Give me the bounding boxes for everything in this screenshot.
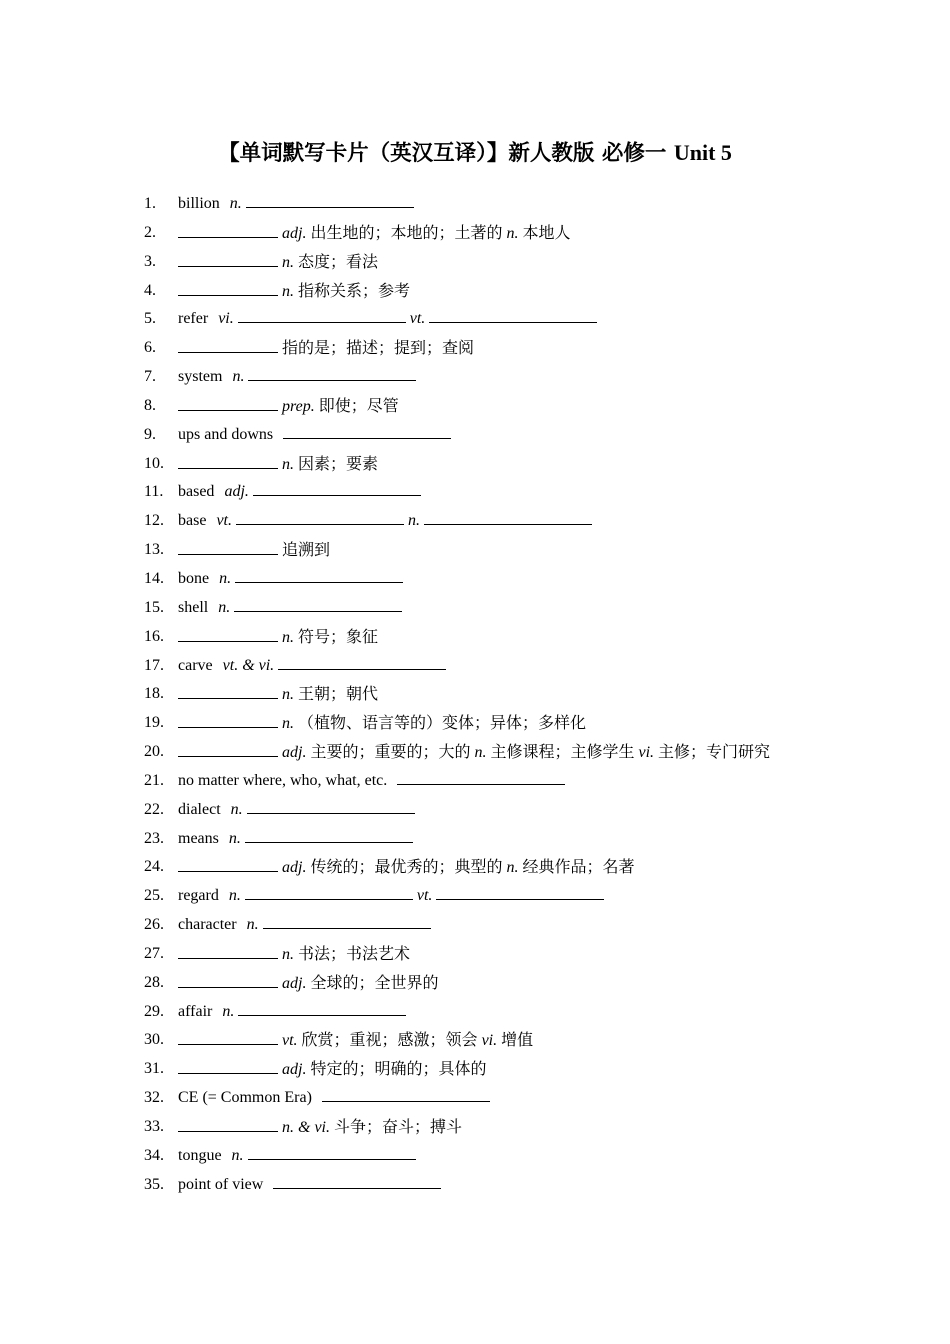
item-number: 31.: [144, 1060, 164, 1078]
item-pos: n.: [282, 282, 294, 300]
list-item: [0, 825, 950, 854]
item-pos: vt.: [282, 1032, 298, 1050]
item-number: 16.: [144, 627, 164, 645]
answer-blank[interactable]: [178, 281, 278, 296]
item-pos: n.: [282, 715, 294, 733]
item-number: 26.: [144, 916, 164, 934]
answer-blank[interactable]: [247, 799, 415, 814]
item-pos: adj.: [224, 483, 249, 501]
item-pos: n.: [229, 195, 242, 212]
list-item: [0, 565, 950, 594]
list-item: [0, 334, 950, 363]
list-item: [0, 882, 950, 911]
item-word: system: [178, 368, 223, 386]
item-word: carve: [178, 656, 213, 674]
list-item: [0, 969, 950, 998]
item-definition: 本地人: [522, 222, 571, 242]
list-item: [0, 478, 950, 507]
item-number: 13.: [144, 541, 164, 559]
answer-blank[interactable]: [397, 770, 565, 785]
item-number: 21.: [144, 771, 164, 789]
list-item: [0, 363, 950, 392]
item-pos: vi.: [218, 310, 234, 328]
answer-blank[interactable]: [234, 597, 402, 612]
item-definition: 斗争；奋斗；搏斗: [334, 1117, 463, 1136]
answer-blank[interactable]: [245, 885, 413, 900]
item-definition: 主修；专门研究: [658, 742, 771, 762]
list-item: [0, 911, 950, 940]
list-item: [0, 796, 950, 825]
answer-blank[interactable]: [235, 568, 403, 583]
item-word: point of view: [178, 1175, 264, 1193]
item-definition: （植物、语言等的）变体；异体；多样化: [298, 713, 587, 733]
item-number: 27.: [144, 944, 164, 962]
item-word: character: [178, 916, 237, 934]
list-item: [0, 738, 950, 767]
item-word: tongue: [178, 1146, 222, 1164]
answer-blank[interactable]: [178, 1030, 278, 1045]
item-number: 3.: [144, 252, 156, 270]
item-pos: adj.: [282, 859, 307, 877]
item-word: affair: [178, 1002, 213, 1020]
list-item: [0, 940, 950, 969]
page-title: [0, 136, 950, 167]
item-number: 28.: [144, 973, 164, 991]
answer-blank[interactable]: [178, 223, 278, 238]
item-pos: n.: [231, 1146, 244, 1164]
list-item: [0, 1171, 950, 1200]
item-pos: n.: [506, 224, 519, 242]
answer-blank[interactable]: [246, 193, 414, 208]
item-pos: n.: [222, 1002, 235, 1020]
list-item: [0, 392, 950, 421]
item-pos: vt.: [216, 512, 232, 530]
answer-blank[interactable]: [178, 454, 278, 469]
list-item: [0, 853, 950, 882]
item-pos: n.: [230, 800, 243, 818]
list-item: [0, 594, 950, 623]
item-definition: 指的是；描述；提到；查阅: [282, 338, 475, 358]
item-number: 25.: [144, 887, 164, 905]
list-item: [0, 652, 950, 681]
item-pos: n.: [282, 945, 294, 963]
item-number: 18.: [144, 685, 164, 703]
item-word: based: [178, 483, 215, 501]
item-number: 10.: [144, 454, 164, 472]
item-definition: 经典作品；名著: [522, 857, 635, 877]
item-number: 6.: [144, 339, 156, 357]
answer-blank[interactable]: [322, 1087, 490, 1102]
item-pos: n.: [282, 455, 294, 473]
list-item: [0, 248, 950, 277]
item-number: 32.: [144, 1089, 164, 1107]
item-number: 15.: [144, 598, 164, 616]
answer-blank[interactable]: [178, 338, 278, 353]
answer-blank[interactable]: [178, 742, 278, 757]
item-definition: 出生地的；本地的；土著的: [310, 222, 503, 242]
item-number: 34.: [144, 1146, 164, 1164]
item-number: 22.: [144, 800, 164, 818]
answer-blank[interactable]: [178, 857, 278, 872]
item-word: billion: [178, 195, 220, 212]
item-number: 12.: [144, 512, 164, 530]
answer-blank[interactable]: [253, 481, 421, 496]
item-definition: 追溯到: [282, 540, 331, 560]
item-definition: 符号；象征: [298, 626, 379, 646]
list-item: [0, 277, 950, 306]
item-number: 2.: [144, 223, 156, 241]
list-item: [0, 1142, 950, 1171]
item-word: dialect: [178, 800, 221, 818]
answer-blank[interactable]: [178, 396, 278, 411]
list-item: [0, 1084, 950, 1113]
answer-blank[interactable]: [278, 655, 446, 670]
list-item: [0, 709, 950, 738]
item-definition: 王朝；朝代: [298, 684, 379, 704]
item-definition: 书法；书法艺术: [298, 943, 411, 963]
list-item: [0, 536, 950, 565]
item-number: 1.: [144, 195, 156, 212]
item-word: refer: [178, 310, 209, 328]
item-number: 9.: [144, 425, 156, 443]
item-word: ups and downs: [178, 425, 274, 443]
item-number: 29.: [144, 1002, 164, 1020]
item-pos: n. & vi.: [282, 1119, 330, 1136]
item-number: 20.: [144, 743, 164, 761]
answer-blank[interactable]: [238, 308, 406, 323]
item-definition: 指称关系；参考: [298, 280, 411, 300]
item-pos: n.: [219, 569, 232, 587]
answer-blank[interactable]: [436, 885, 604, 900]
item-number: 30.: [144, 1031, 164, 1049]
answer-blank[interactable]: [283, 424, 451, 439]
list-item: [0, 998, 950, 1027]
answer-blank[interactable]: [263, 914, 431, 929]
list-item: [0, 767, 950, 796]
answer-blank[interactable]: [429, 308, 597, 323]
list-item: [0, 219, 950, 248]
answer-blank[interactable]: [178, 252, 278, 267]
answer-blank[interactable]: [248, 366, 416, 381]
item-definition: 欣赏；重视；感激；领会: [301, 1030, 478, 1050]
title-chinese: 【单词默写卡片（英汉互译）】新人教版 必修一: [218, 141, 674, 166]
item-word: base: [178, 512, 207, 530]
list-item: [0, 305, 950, 334]
item-pos: n.: [506, 859, 519, 877]
item-pos: adj.: [282, 1061, 307, 1079]
item-pos: vt.: [416, 887, 433, 905]
item-pos: n.: [232, 368, 245, 386]
answer-blank[interactable]: [178, 684, 278, 699]
list-item: [0, 421, 950, 450]
item-number: 7.: [144, 368, 156, 386]
item-definition: 态度；看法: [298, 251, 379, 271]
answer-blank[interactable]: [424, 510, 592, 525]
answer-blank[interactable]: [178, 713, 278, 728]
item-pos: vt.: [409, 310, 426, 328]
item-pos: adj.: [282, 224, 307, 242]
list-item: [0, 450, 950, 479]
item-number: 17.: [144, 656, 164, 674]
answer-blank[interactable]: [248, 1145, 416, 1160]
item-pos: vt. & vi.: [222, 656, 275, 674]
item-word: regard: [178, 887, 219, 905]
item-pos: prep.: [282, 397, 315, 415]
item-definition: 因素；要素: [298, 453, 379, 473]
item-word: shell: [178, 598, 209, 616]
item-word: means: [178, 829, 219, 847]
item-pos: n.: [407, 512, 420, 530]
item-word: no matter where, who, what, etc.: [178, 771, 388, 789]
list-item: [0, 1113, 950, 1142]
answer-blank[interactable]: [245, 828, 413, 843]
answer-blank[interactable]: [178, 540, 278, 555]
item-word: bone: [178, 569, 210, 587]
answer-blank[interactable]: [238, 1001, 406, 1016]
list-item: [0, 190, 950, 219]
item-definition: 传统的；最优秀的；典型的: [310, 857, 503, 877]
item-number: 11.: [144, 483, 164, 501]
answer-blank[interactable]: [178, 1059, 278, 1074]
item-number: 19.: [144, 714, 164, 732]
item-number: 14.: [144, 569, 164, 587]
item-pos: n.: [282, 253, 294, 271]
answer-blank[interactable]: [178, 973, 278, 988]
answer-blank[interactable]: [236, 510, 404, 525]
list-item: [0, 507, 950, 536]
item-word: CE (= Common Era): [178, 1089, 312, 1107]
list-item: [0, 1026, 950, 1055]
item-pos: adj.: [282, 744, 307, 762]
answer-blank[interactable]: [178, 1117, 278, 1132]
item-pos: n.: [474, 744, 487, 762]
item-pos: n.: [228, 829, 241, 847]
answer-blank[interactable]: [273, 1174, 441, 1189]
answer-blank[interactable]: [178, 944, 278, 959]
item-definition: 特定的；明确的；具体的: [310, 1059, 487, 1079]
list-item: [0, 1055, 950, 1084]
item-pos: n.: [282, 628, 294, 646]
item-number: 24.: [144, 858, 164, 876]
item-pos: adj.: [282, 974, 307, 992]
item-definition: 增值: [501, 1030, 534, 1050]
item-number: 35.: [144, 1175, 164, 1193]
answer-blank[interactable]: [178, 627, 278, 642]
item-pos: n.: [282, 686, 294, 704]
vocabulary-list: [0, 190, 950, 1200]
item-number: 23.: [144, 829, 164, 847]
item-definition: 主修课程；主修学生: [490, 742, 635, 762]
title-unit: Unit 5: [673, 140, 732, 165]
item-number: 8.: [144, 396, 156, 414]
item-pos: n.: [218, 598, 231, 616]
item-number: 4.: [144, 281, 156, 299]
item-pos: vi.: [481, 1032, 498, 1050]
item-definition: 即使；尽管: [318, 395, 399, 415]
item-pos: vi.: [638, 744, 655, 762]
list-item: [0, 623, 950, 652]
list-item: [0, 680, 950, 709]
item-pos: n.: [246, 916, 259, 934]
item-number: 33.: [144, 1118, 164, 1135]
item-number: 5.: [144, 310, 156, 328]
item-definition: 全球的；全世界的: [310, 972, 439, 992]
item-pos: n.: [228, 887, 241, 905]
item-definition: 主要的；重要的；大的: [310, 742, 471, 762]
